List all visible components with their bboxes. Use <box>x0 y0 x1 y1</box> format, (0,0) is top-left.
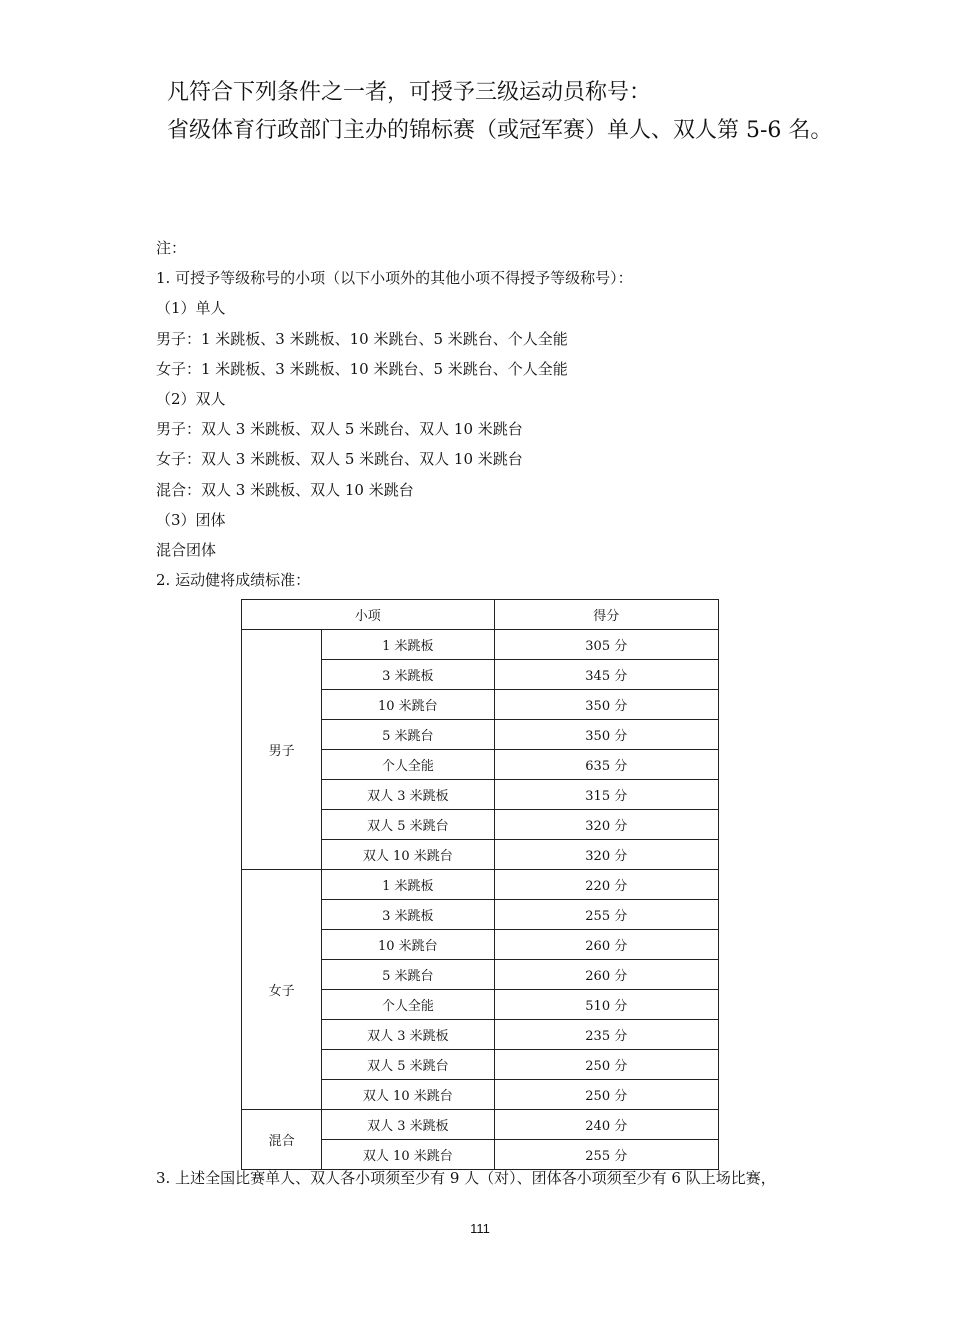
notes-block <box>156 233 876 595</box>
score-cell: 240 分 <box>494 1110 718 1140</box>
event-cell: 3 米跳板 <box>322 900 494 930</box>
note-item-1-title: 1. 可授予等级称号的小项（以下小项外的其他小项不得授予等级称号）： <box>156 269 633 288</box>
table-row <box>242 630 719 660</box>
heading-block <box>167 74 927 150</box>
event-cell: 双人 10 米跳台 <box>322 840 494 870</box>
notes-label: 注： <box>156 239 187 257</box>
doubles-men: 男子：双人 3 米跳板、双人 5 米跳台、双人 10 米跳台 <box>156 420 523 439</box>
score-cell: 350 分 <box>494 690 718 720</box>
event-cell: 个人全能 <box>322 990 494 1020</box>
doubles-women: 女子：双人 3 米跳板、双人 5 米跳台、双人 10 米跳台 <box>156 450 523 469</box>
score-cell: 345 分 <box>494 660 718 690</box>
event-cell: 双人 3 米跳板 <box>322 1020 494 1050</box>
event-cell: 双人 5 米跳台 <box>322 1050 494 1080</box>
score-standards-table <box>241 599 719 1170</box>
score-cell: 250 分 <box>494 1050 718 1080</box>
team-label: （3）团体 <box>156 510 226 529</box>
score-cell: 235 分 <box>494 1020 718 1050</box>
note-item-3: 3. 上述全国比赛单人、双人各小项须至少有 9 人（对）、团体各小项须至少有 6 队上场比赛， <box>156 1169 776 1187</box>
score-cell: 255 分 <box>494 900 718 930</box>
score-cell: 350 分 <box>494 720 718 750</box>
score-cell: 250 分 <box>494 1080 718 1110</box>
event-cell: 1 米跳板 <box>322 870 494 900</box>
event-cell: 双人 10 米跳台 <box>322 1140 494 1170</box>
score-cell: 305 分 <box>494 630 718 660</box>
score-cell: 635 分 <box>494 750 718 780</box>
team-mixed: 混合团体 <box>156 540 217 559</box>
score-cell: 315 分 <box>494 780 718 810</box>
singles-men: 男子：1 米跳板、3 米跳板、10 米跳台、5 米跳台、个人全能 <box>156 329 568 348</box>
table-header-row <box>242 600 719 630</box>
header-score: 得分 <box>494 600 718 630</box>
event-cell: 5 米跳台 <box>322 720 494 750</box>
score-cell: 255 分 <box>494 1140 718 1170</box>
score-cell: 510 分 <box>494 990 718 1020</box>
event-cell: 个人全能 <box>322 750 494 780</box>
gender-cell-men: 男子 <box>242 630 322 870</box>
score-cell: 320 分 <box>494 840 718 870</box>
singles-women: 女子：1 米跳板、3 米跳板、10 米跳台、5 米跳台、个人全能 <box>156 359 568 378</box>
event-cell: 双人 5 米跳台 <box>322 810 494 840</box>
doubles-mixed: 混合：双人 3 米跳板、双人 10 米跳台 <box>156 480 414 499</box>
doubles-label: （2）双人 <box>156 389 226 408</box>
table-row <box>242 1110 719 1140</box>
singles-label: （1）单人 <box>156 299 226 318</box>
event-cell: 10 米跳台 <box>322 690 494 720</box>
page-number: 111 <box>470 1221 490 1236</box>
score-cell: 320 分 <box>494 810 718 840</box>
score-cell: 220 分 <box>494 870 718 900</box>
heading-line-2: 省级体育行政部门主办的锦标赛（或冠军赛）单人、双人第 5-6 名。 <box>167 118 833 143</box>
table-row <box>242 870 719 900</box>
event-cell: 1 米跳板 <box>322 630 494 660</box>
heading-line-1: 凡符合下列条件之一者，可授予三级运动员称号： <box>167 80 652 105</box>
event-cell: 双人 3 米跳板 <box>322 1110 494 1140</box>
event-cell: 双人 3 米跳板 <box>322 780 494 810</box>
event-cell: 5 米跳台 <box>322 960 494 990</box>
header-event: 小项 <box>242 600 495 630</box>
gender-cell-mixed: 混合 <box>242 1110 322 1170</box>
score-cell: 260 分 <box>494 960 718 990</box>
event-cell: 双人 10 米跳台 <box>322 1080 494 1110</box>
event-cell: 3 米跳板 <box>322 660 494 690</box>
note-item-2-title: 2. 运动健将成绩标准： <box>156 571 311 590</box>
event-cell: 10 米跳台 <box>322 930 494 960</box>
gender-cell-women: 女子 <box>242 870 322 1110</box>
score-cell: 260 分 <box>494 930 718 960</box>
